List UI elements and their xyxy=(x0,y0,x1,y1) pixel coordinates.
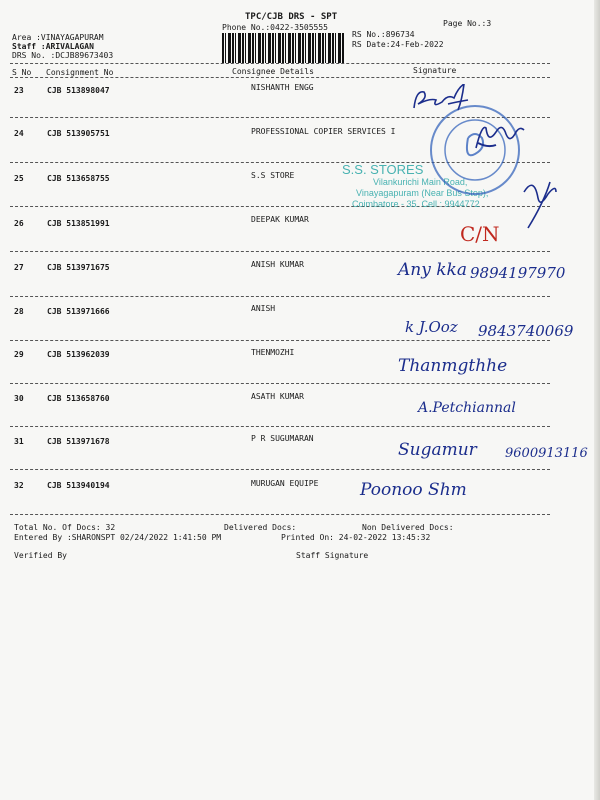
signature-row30-text: A.Petchiannal xyxy=(418,400,516,416)
staff-label: Staff :ARIVALAGAN xyxy=(12,42,94,51)
delivered-docs: Delivered Docs: xyxy=(224,523,297,532)
staff-signature: Staff Signature xyxy=(296,551,369,560)
row-consignee: ANISH KUMAR xyxy=(251,260,304,269)
row-sno: 29 xyxy=(14,350,24,359)
handwritten-cn-mark: C/N xyxy=(460,222,500,246)
row-consignee: THENMOZHI xyxy=(251,348,295,357)
signature-row27-text: Any kka xyxy=(398,260,467,280)
row-consignment: CJB 513971666 xyxy=(47,307,110,316)
row-sno: 24 xyxy=(14,129,24,138)
phone-number: Phone No.:0422-3505555 xyxy=(222,23,328,32)
entered-by: Entered By :SHARONSPT 02/24/2022 1:41:50 PM xyxy=(14,533,222,542)
drs-number: DRS No. :DCJB89673403 xyxy=(12,51,114,60)
row-consignee: ASATH KUMAR xyxy=(251,392,304,401)
column-consignment: Consignment No xyxy=(46,68,114,77)
row-divider xyxy=(10,340,550,341)
row-consignee: DEEPAK KUMAR xyxy=(251,215,309,224)
row-divider xyxy=(10,514,550,515)
page-number: Page No.:3 xyxy=(443,19,492,28)
row-consignment: CJB 513905751 xyxy=(47,129,110,138)
divider xyxy=(10,63,550,64)
total-docs: Total No. Of Docs: 32 xyxy=(14,523,116,532)
row-divider xyxy=(10,383,550,384)
signature-row31-text: Sugamur xyxy=(398,440,477,460)
row-consignee: ANISH xyxy=(251,304,276,313)
signature-row24 xyxy=(470,118,530,158)
store-stamp-line3: Coimbatore - 35. Cell : 9944772 xyxy=(352,199,480,209)
column-sno: S No xyxy=(12,68,32,77)
column-signature: Signature xyxy=(413,66,457,75)
row-sno: 30 xyxy=(14,394,24,403)
row-divider xyxy=(10,251,550,252)
row-sno: 32 xyxy=(14,481,24,490)
row-divider xyxy=(10,296,550,297)
non-delivered-docs: Non Delivered Docs: xyxy=(362,523,454,532)
signature-row28-text: k J.Ooz xyxy=(405,318,458,336)
signature-row23 xyxy=(408,84,478,116)
verified-by: Verified By xyxy=(14,551,67,560)
divider xyxy=(10,77,550,78)
handwritten-phone-row31: 9600913116 xyxy=(505,446,588,461)
store-stamp-line1: Vilankurichi Main Road, xyxy=(373,177,468,187)
store-stamp-name: S.S. STORES xyxy=(342,162,424,177)
row-consignment: CJB 513658760 xyxy=(47,394,110,403)
report-title: TPC/CJB DRS - SPT xyxy=(245,12,338,22)
row-consignment: CJB 513940194 xyxy=(47,481,110,490)
store-stamp-line2: Vinayagapuram (Near Bus Stop), xyxy=(356,188,489,198)
row-divider xyxy=(10,469,550,470)
row-sno: 27 xyxy=(14,263,24,272)
page-edge-shadow xyxy=(594,0,600,800)
rs-date: RS Date:24-Feb-2022 xyxy=(352,40,444,49)
signature-row32-text: Poonoo Shm xyxy=(360,480,467,500)
column-consignee: Consignee Details xyxy=(232,67,314,76)
row-divider xyxy=(10,426,550,427)
handwritten-phone-row28: 9843740069 xyxy=(478,322,574,340)
row-consignment: CJB 513971675 xyxy=(47,263,110,272)
row-consignment: CJB 513971678 xyxy=(47,437,110,446)
row-sno: 25 xyxy=(14,174,24,183)
row-consignment: CJB 513851991 xyxy=(47,219,110,228)
row-consignee: PROFESSIONAL COPIER SERVICES I xyxy=(251,127,396,136)
row-consignee: MURUGAN EQUIPE xyxy=(251,479,319,488)
row-consignment: CJB 513898047 xyxy=(47,86,110,95)
signature-row29-text: Thanmgthhe xyxy=(398,356,508,376)
row-consignee: S.S STORE xyxy=(251,171,295,180)
printed-on: Printed On: 24-02-2022 13:45:32 xyxy=(281,533,431,542)
barcode-image xyxy=(222,33,344,63)
row-consignment: CJB 513962039 xyxy=(47,350,110,359)
area-label: Area :VINAYAGAPURAM xyxy=(12,33,104,42)
handwritten-phone-row27: 9894197970 xyxy=(470,264,566,282)
row-consignee: NISHANTH ENGG xyxy=(251,83,314,92)
signature-row25 xyxy=(520,172,560,230)
row-sno: 23 xyxy=(14,86,24,95)
row-consignment: CJB 513658755 xyxy=(47,174,110,183)
rs-number: RS No.:896734 xyxy=(352,30,415,39)
row-sno: 28 xyxy=(14,307,24,316)
row-consignee: P R SUGUMARAN xyxy=(251,434,314,443)
row-sno: 26 xyxy=(14,219,24,228)
row-sno: 31 xyxy=(14,437,24,446)
